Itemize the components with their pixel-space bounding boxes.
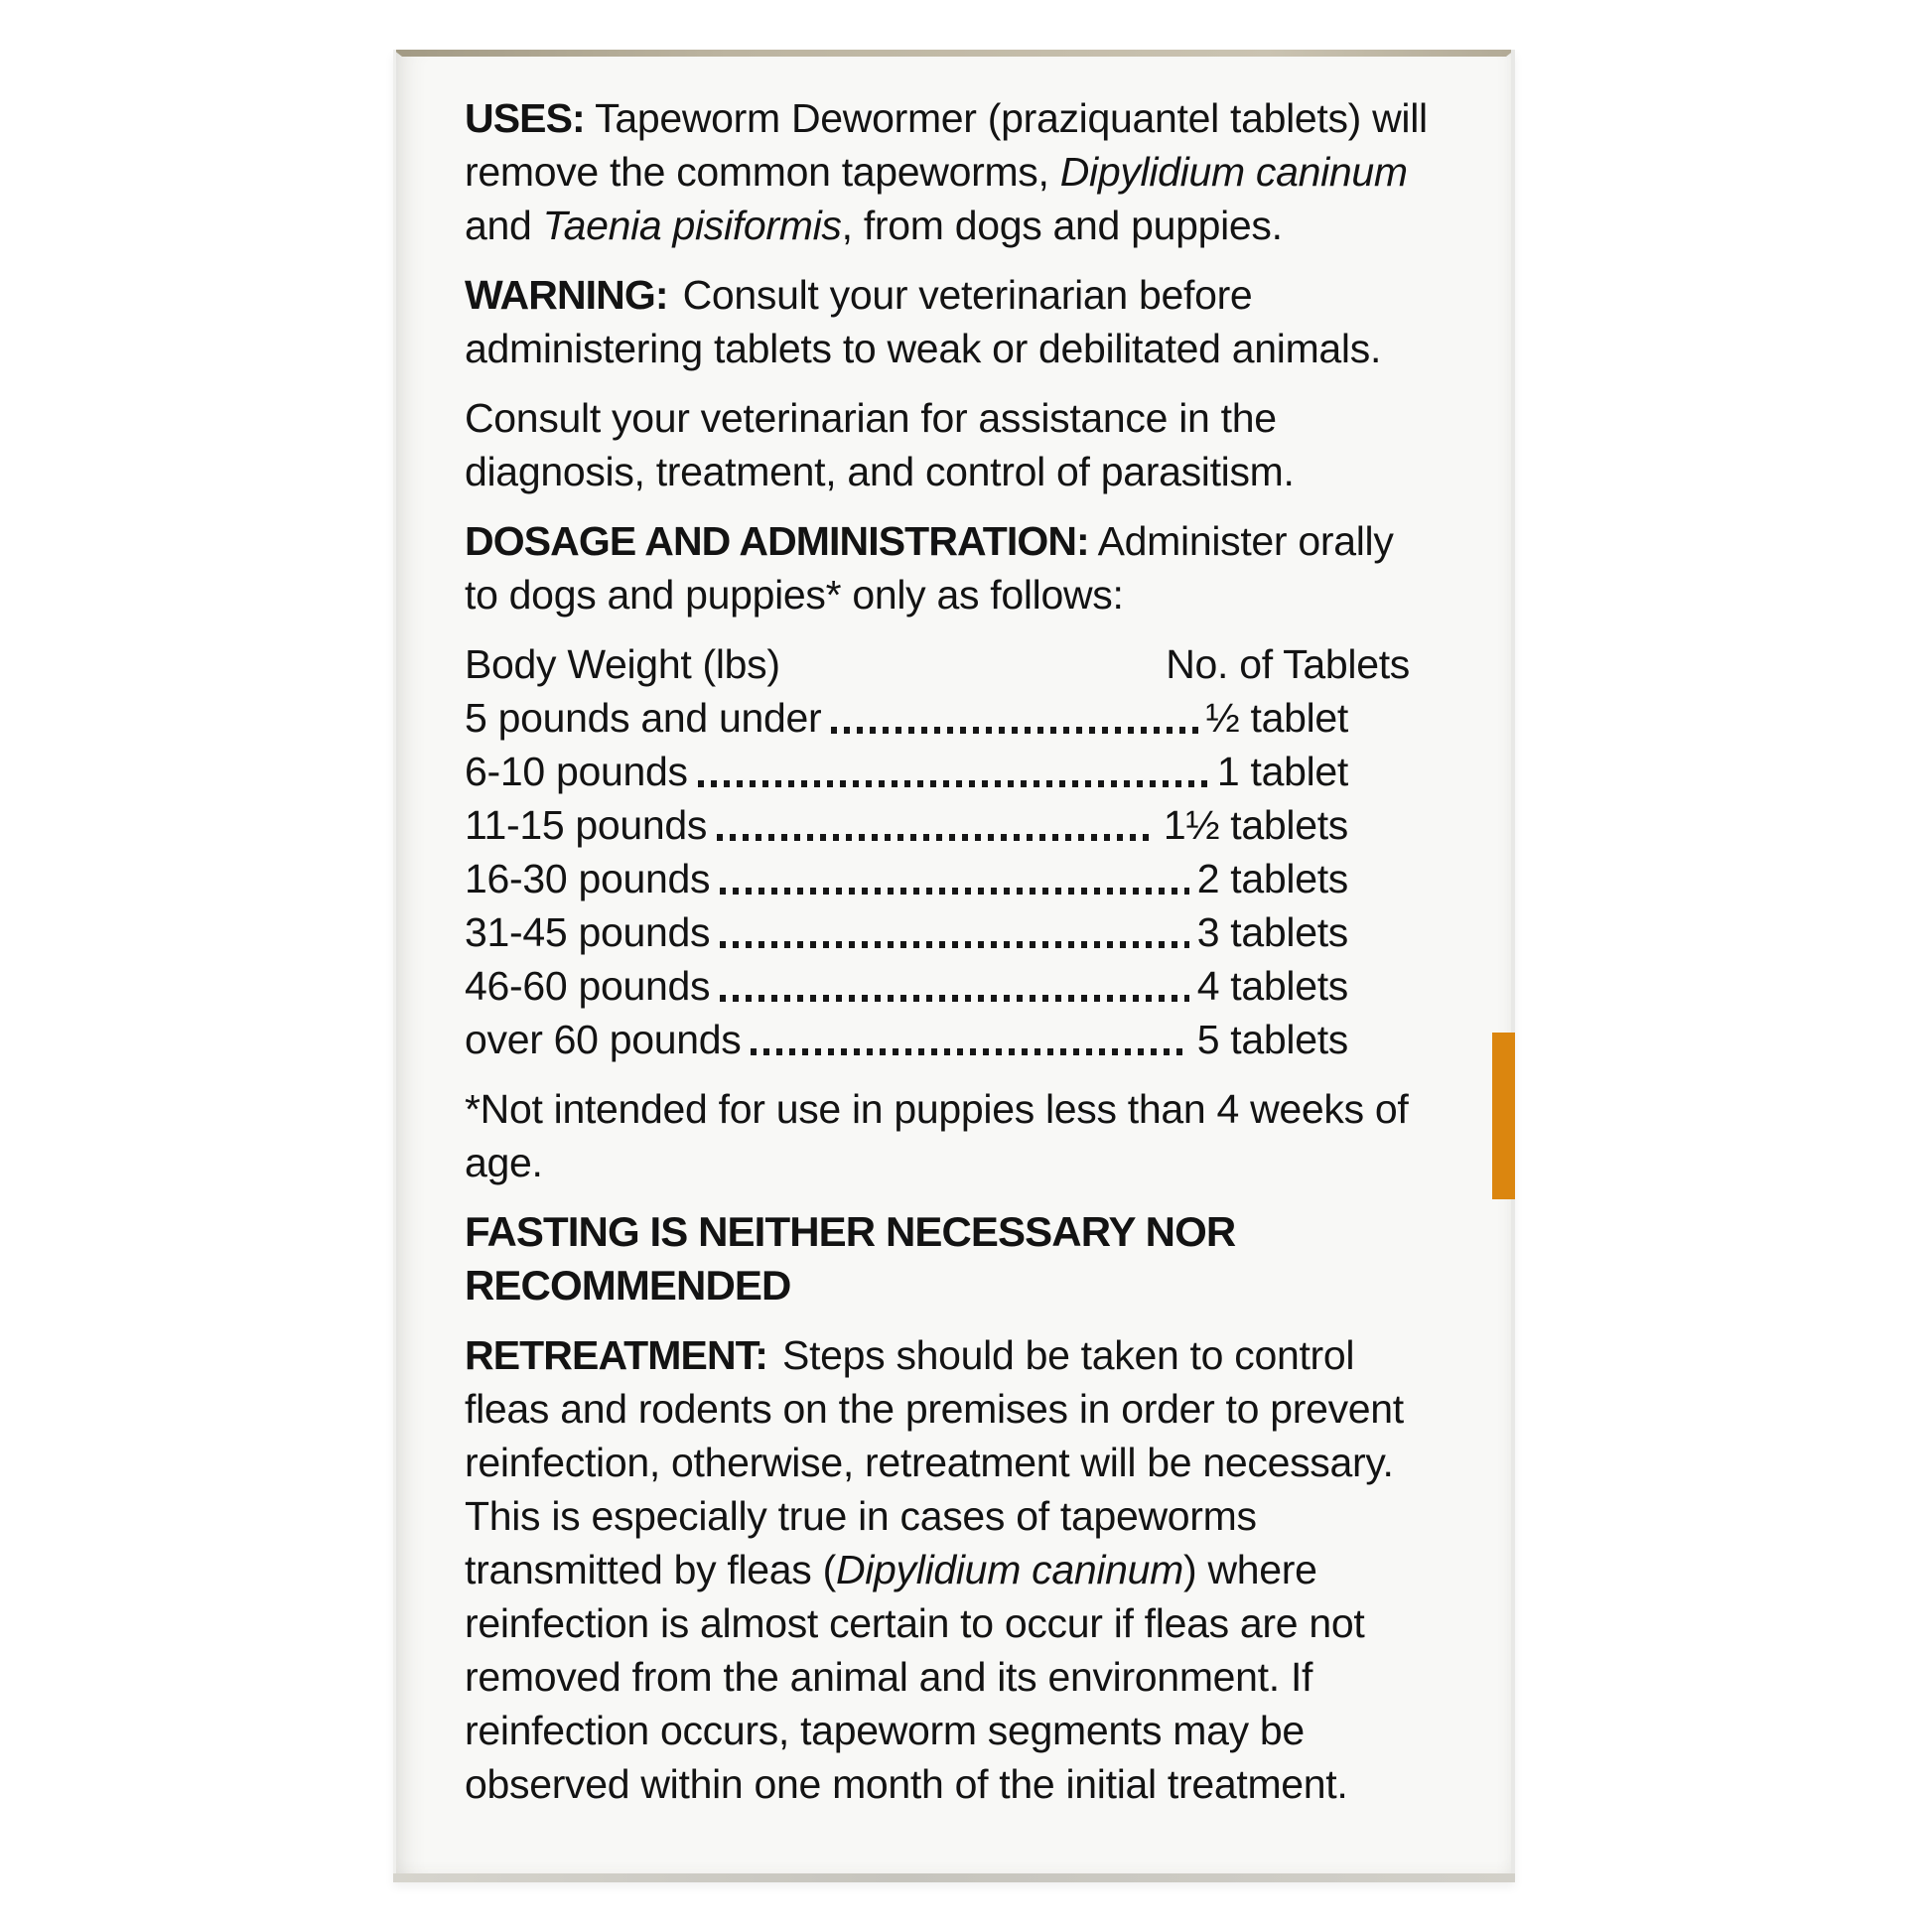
dosage-row-weight: 11-15 pounds [465, 802, 708, 848]
uses-species-2: Taenia pisiformis [542, 203, 842, 248]
dosage-table [465, 637, 1428, 1066]
uses-text: and [465, 203, 543, 248]
body-weight-column-header: Body Weight (lbs) [465, 641, 780, 687]
dot-leader [720, 941, 1189, 948]
dosage-row-value: 1 tablet [1216, 749, 1348, 794]
dosage-row-value: 5 tablets [1196, 1017, 1348, 1062]
retreatment-species: Dipylidium caninum [835, 1547, 1184, 1592]
dosage-row-value: 2 tablets [1196, 856, 1348, 901]
dot-leader [831, 727, 1197, 734]
fasting-heading-line1: FASTING IS NEITHER NECESSARY NOR [465, 1208, 1236, 1255]
consult-text: Consult your veterinarian for assistance in the diagnosis, treatment, and control of parasitism. [465, 395, 1295, 494]
dosage-row-weight: over 60 pounds [465, 1017, 742, 1062]
dosage-table-row [465, 1013, 1428, 1066]
uses-species-1: Dipylidium caninum [1059, 149, 1408, 195]
label-content [465, 91, 1428, 1827]
dot-leader [720, 995, 1189, 1002]
fasting-heading-line2: RECOMMENDED [465, 1262, 791, 1309]
dosage-row-weight: 6-10 pounds [465, 749, 688, 794]
orange-side-tab [1492, 1033, 1515, 1199]
dot-leader [751, 1048, 1188, 1055]
dosage-heading: DOSAGE AND ADMINISTRATION: [465, 518, 1089, 564]
retreatment-text: Steps should be taken to control fleas and rodents on the premises in order to prevent reinfection, otherwise, retreatment will be necessary. This is especially true in cases of tapeworms transmitted by fleas ( [465, 1332, 1404, 1592]
dosage-row-weight: 5 pounds and under [465, 695, 822, 741]
consult-paragraph [465, 391, 1428, 498]
dosage-paragraph [465, 514, 1428, 621]
dosage-row-weight: 46-60 pounds [465, 963, 711, 1009]
dot-leader [720, 888, 1189, 895]
warning-paragraph [465, 268, 1428, 375]
footnote-paragraph [465, 1082, 1428, 1189]
retreatment-paragraph [465, 1328, 1428, 1811]
dot-leader [698, 780, 1209, 787]
uses-text: Tapeworm Dewormer (praziquantel tablets) will remove the common tapeworms, [465, 95, 1428, 195]
dosage-row-weight: 16-30 pounds [465, 856, 711, 901]
dosage-row-value: ½ tablet [1205, 695, 1348, 741]
panel-left-edge [393, 50, 396, 1882]
dot-leader [717, 834, 1156, 841]
dosage-row-value: 3 tablets [1196, 909, 1348, 955]
package-back-panel [393, 50, 1515, 1882]
uses-heading: USES: [465, 95, 585, 141]
retreatment-heading: RETREATMENT: [465, 1332, 768, 1378]
panel-bottom-edge [393, 1873, 1515, 1882]
dosage-table-row [465, 691, 1428, 745]
dosage-row-value: 1½ tablets [1163, 802, 1348, 848]
retreatment-text: ) where reinfection is almost certain to occur if fleas are not removed from the animal and its environment. If reinfection occurs, tapeworm segments may be observed within one month of the initial treatment. [465, 1547, 1365, 1807]
dosage-table-row [465, 852, 1428, 905]
dosage-text: Administer orally to dogs and puppies* only as follows: [465, 518, 1394, 618]
warning-heading: WARNING: [465, 272, 668, 318]
dosage-row-value: 4 tablets [1196, 963, 1348, 1009]
dosage-table-row [465, 905, 1428, 959]
fasting-heading [465, 1205, 1428, 1312]
dosage-row-weight: 31-45 pounds [465, 909, 711, 955]
uses-text: , from dogs and puppies. [841, 203, 1283, 248]
panel-top-edge [393, 50, 1515, 57]
panel-right-edge [1511, 50, 1515, 1882]
tablets-column-header: No. of Tablets [1166, 641, 1410, 687]
dosage-table-row [465, 959, 1428, 1013]
footnote-text: *Not intended for use in puppies less than 4 weeks of age. [465, 1086, 1409, 1185]
dosage-table-row [465, 798, 1428, 852]
dosage-table-row [465, 745, 1428, 798]
uses-paragraph [465, 91, 1428, 252]
warning-text: Consult your veterinarian before administering tablets to weak or debilitated animals. [465, 272, 1382, 371]
dosage-table-header [465, 637, 1428, 691]
